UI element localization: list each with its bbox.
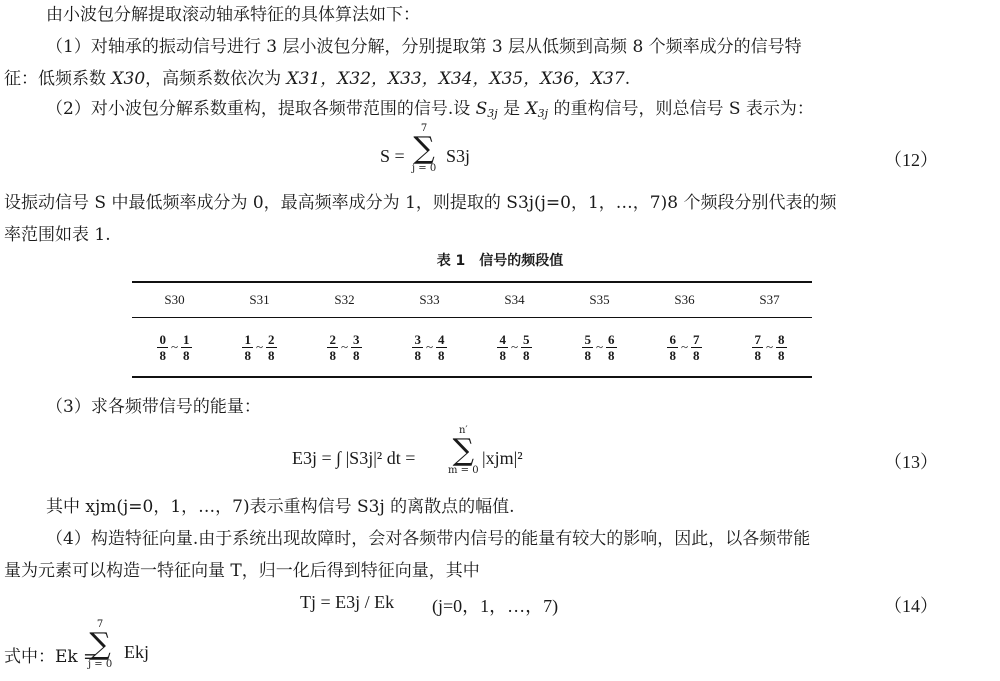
step1-mid: ，高频系数依次为 [145,69,287,89]
table-row [132,318,812,378]
eq12-number: （12） [884,150,938,170]
range-lo: 0 [159,331,166,347]
range-hi: 3 [353,331,360,347]
range-den: 8 [499,347,506,363]
eq13-sum [448,426,479,476]
eq12-lhs: S = [380,146,405,166]
range-cell [557,318,642,378]
range-hi: 1 [183,331,190,347]
eqk-term: Ekj [124,642,149,662]
header-s33: S33 [419,292,440,307]
range-sep: ~ [510,339,519,354]
table-header-row [132,282,812,318]
range-den: 8 [159,347,166,363]
range-sep: ~ [595,339,604,354]
range-hi: 5 [523,331,530,347]
intro-text: 由小波包分解提取滚动轴承特征的具体算法如下： [46,5,420,25]
sigma-icon: ∑ [89,627,111,662]
step2-x3j: $X_{3j}$ [525,99,549,120]
eq13-lhs: E3j = ∫ |S3j|² dt = [292,448,416,468]
range-lo: 5 [584,331,591,347]
step3-text: （3）求各频带信号的能量： [46,397,261,417]
range-cell [642,318,727,378]
step2-suffix: 的重构信号，则总信号 S 表示为： [548,99,814,119]
eqk-sum-bottom: j = 0 [88,659,113,670]
range-den: 8 [183,347,190,363]
range-den: 8 [329,347,336,363]
eq12-sum [412,124,436,174]
eqk-sum-top: 7 [96,619,104,630]
range-sep: ~ [680,339,689,354]
range-hi: 4 [438,331,445,347]
range-den: 8 [778,347,785,363]
eq14-number: （14） [884,596,938,616]
eq13-number: （13） [884,452,938,472]
step1-prefix: 征：低频系数 [4,69,112,89]
range-den: 8 [244,347,251,363]
header-s30: S30 [164,292,185,307]
step1-end: . [624,69,631,89]
range-den: 8 [669,347,676,363]
eq14-expr: Tj = E3j / Ek [300,592,395,612]
range-cell [727,318,812,378]
eq13-sum-bottom: m = 0 [448,465,479,476]
range-lo: 6 [669,331,676,347]
step2-s3j: $S_{3j}$ [475,99,498,120]
step4-line2: 量为元素可以构造一特征向量 T，归一化后得到特征向量，其中 [4,561,480,581]
header-s34: S34 [504,292,525,307]
header-s35: S35 [589,292,610,307]
table-caption: 表 1 信号的频段值 [436,253,564,269]
eq12-term: S3j [446,146,471,166]
range-lo: 7 [754,331,761,347]
header-s32: S32 [334,292,355,307]
range-hi: 6 [608,331,615,347]
step1-line1: （1）对轴承的振动信号进行 3 层小波包分解，分别提取第 3 层从低频到高频 8 个频率成分的信号特 [46,37,802,57]
frequency-table [132,281,812,378]
range-hi: 7 [693,331,700,347]
range-cell [217,318,302,378]
range-sep: ~ [340,339,349,354]
eq13-term: |xjm|² [482,448,523,468]
range-sep: ~ [170,339,179,354]
eq12-sum-top: 7 [420,123,428,134]
para-line1: 设振动信号 S 中最低频率成分为 0，最高频率成分为 1，则提取的 S3j(j=0，1，…，7)8 个频段分别代表的频 [4,193,837,213]
para-line2: 率范围如表 1. [4,225,111,245]
range-sep: ~ [765,339,774,354]
range-sep: ~ [255,339,264,354]
range-lo: 1 [244,331,251,347]
step4-line1: （4）构造特征向量.由于系统出现故障时，会对各频带内信号的能量有较大的影响，因此，以各频带能 [46,529,811,549]
step1-high-coefs: X31，X32，X33，X34，X35，X36，X37 [286,69,625,89]
range-den: 8 [693,347,700,363]
range-den: 8 [353,347,360,363]
range-den: 8 [414,347,421,363]
range-den: 8 [268,347,275,363]
eqk-sum [88,620,112,670]
range-den: 8 [523,347,530,363]
eq13-sum-top: n′ [458,425,468,436]
range-hi: 8 [778,331,785,347]
step2-line [46,98,814,125]
range-den: 8 [608,347,615,363]
where13-text: 其中 xjm(j=0，1，…，7)表示重构信号 S3j 的离散点的幅值. [46,497,515,517]
range-cell [472,318,557,378]
eqk-prefix: 式中：Ek = [4,647,98,667]
range-hi: 2 [268,331,275,347]
range-den: 8 [584,347,591,363]
step1-low-coef: X30 [111,69,146,89]
range-lo: 2 [329,331,336,347]
header-s31: S31 [249,292,270,307]
header-s37: S37 [759,292,780,307]
range-lo: 4 [499,331,506,347]
range-cell [387,318,472,378]
sigma-icon: ∑ [413,131,435,166]
range-cell [132,318,217,378]
header-s36: S36 [674,292,695,307]
step2-prefix: （2）对小波包分解系数重构，提取各频带范围的信号.设 [46,99,476,119]
sigma-icon: ∑ [452,433,474,468]
range-den: 8 [754,347,761,363]
range-sep: ~ [425,339,434,354]
eq12-sum-bottom: j = 0 [412,163,437,174]
eq14-condition: (j=0，1，…，7) [432,596,559,616]
step1-line2 [4,68,630,90]
step2-mid: 是 [497,99,526,119]
range-cell [302,318,387,378]
range-den: 8 [438,347,445,363]
range-lo: 3 [414,331,421,347]
